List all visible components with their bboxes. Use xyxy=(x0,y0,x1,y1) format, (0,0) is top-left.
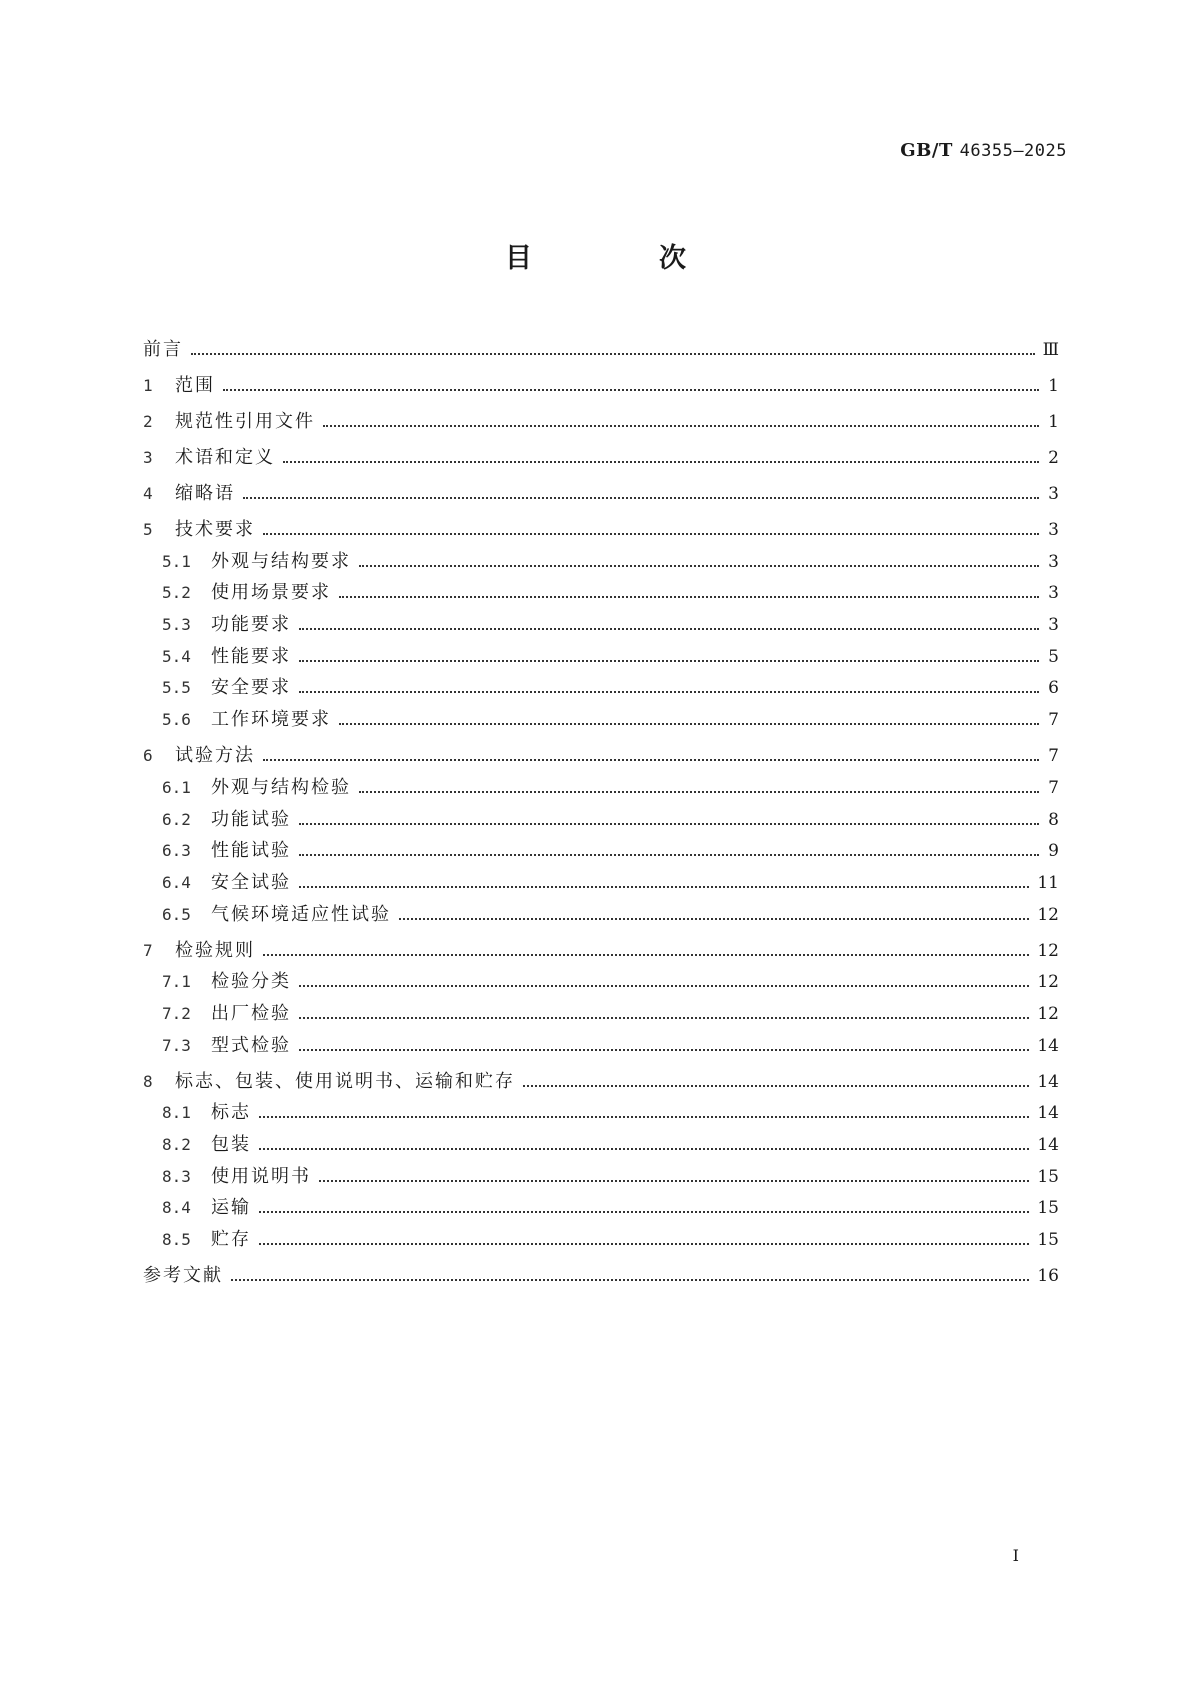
standard-prefix: GB/T xyxy=(900,140,953,161)
toc-entry-page: 14 xyxy=(1037,1071,1059,1092)
toc-entry[interactable] xyxy=(143,519,1059,541)
toc-entry[interactable] xyxy=(143,971,1059,993)
toc-heading: 目 次 xyxy=(505,243,736,274)
toc-entry-page: 9 xyxy=(1048,841,1059,862)
toc-entry-label: 性能试验 xyxy=(211,840,291,862)
toc-entry-label: 检验规则 xyxy=(175,939,255,961)
toc-entry-number: 5.6 xyxy=(162,710,191,730)
toc-leader-dots xyxy=(299,1017,1029,1019)
toc-entry-label: 工作环境要求 xyxy=(211,709,331,731)
toc-leader-dots xyxy=(223,389,1039,391)
toc-entry-page: 15 xyxy=(1037,1198,1059,1219)
toc-leader-dots xyxy=(323,425,1039,427)
toc-entry-page: 3 xyxy=(1048,551,1059,572)
toc-entry-label: 安全要求 xyxy=(211,677,291,699)
toc-entry[interactable] xyxy=(143,709,1059,731)
toc-entry-label: 标志 xyxy=(211,1102,251,1124)
toc-entry-number: 6.2 xyxy=(162,809,191,829)
standard-number: 46355—2025 xyxy=(959,141,1067,161)
toc-entry-label: 功能试验 xyxy=(211,808,291,830)
toc-leader-dots xyxy=(339,723,1039,725)
toc-entry-page: 2 xyxy=(1048,448,1059,468)
toc-entry-page: 12 xyxy=(1037,1003,1059,1024)
toc-leader-dots xyxy=(359,565,1039,567)
toc-entry-page: 7 xyxy=(1048,777,1059,798)
toc-entry-page: 7 xyxy=(1048,746,1059,767)
toc-entry-label: 标志、包装、使用说明书、运输和贮存 xyxy=(175,1070,515,1092)
toc-entry[interactable] xyxy=(143,904,1059,926)
toc-leader-dots xyxy=(259,1116,1029,1118)
toc-entry-page: 16 xyxy=(1037,1266,1059,1287)
toc-entry-page: Ⅲ xyxy=(1042,340,1059,360)
toc-entry[interactable] xyxy=(143,375,1059,397)
toc-entry-label: 功能要求 xyxy=(211,614,291,636)
toc-entry[interactable] xyxy=(143,614,1059,636)
page-number: I xyxy=(1012,1546,1019,1565)
toc-entry-page: 14 xyxy=(1037,1135,1059,1155)
toc-entry-page: 14 xyxy=(1037,1103,1059,1124)
toc-entry-label: 使用场景要求 xyxy=(211,582,331,604)
toc-entry-page: 3 xyxy=(1048,615,1059,636)
toc-entry-label: 贮存 xyxy=(211,1229,251,1251)
toc-entry-page: 3 xyxy=(1048,484,1059,504)
toc-entry[interactable] xyxy=(143,677,1059,699)
toc-leader-dots xyxy=(259,1148,1029,1150)
toc-entry-label: 缩略语 xyxy=(175,483,235,504)
toc-entry[interactable] xyxy=(143,339,1059,361)
toc-entry[interactable] xyxy=(143,551,1059,573)
toc-entry-page: 3 xyxy=(1048,583,1059,604)
toc-entry[interactable] xyxy=(143,1102,1059,1124)
toc-entry-number: 4 xyxy=(143,484,153,503)
toc-leader-dots xyxy=(399,918,1029,920)
toc-entry[interactable] xyxy=(143,1229,1059,1251)
toc-entry-page: 5 xyxy=(1048,646,1059,667)
toc-entry-number: 1 xyxy=(143,376,153,395)
toc-entry-number: 2 xyxy=(143,412,153,431)
toc-entry-number: 7.3 xyxy=(162,1035,191,1055)
toc-leader-dots xyxy=(299,691,1039,693)
toc-entry-number: 5.4 xyxy=(162,646,191,666)
toc-leader-dots xyxy=(259,1211,1029,1213)
toc-entry-page: 6 xyxy=(1048,678,1059,699)
toc-entry-label: 使用说明书 xyxy=(211,1165,311,1187)
toc-entry-page: 15 xyxy=(1037,1166,1059,1187)
toc-entry-number: 8.5 xyxy=(162,1230,191,1250)
toc-entry[interactable] xyxy=(143,1035,1059,1057)
toc-entry-number: 8 xyxy=(143,1071,153,1091)
toc-leader-dots xyxy=(243,497,1039,499)
standard-code xyxy=(900,140,1067,161)
table-of-contents xyxy=(143,339,1059,1287)
toc-leader-dots xyxy=(263,954,1029,956)
toc-entry-number: 5.5 xyxy=(162,678,191,698)
toc-entry-page: 1 xyxy=(1048,376,1059,396)
toc-entry[interactable] xyxy=(143,745,1059,767)
toc-leader-dots xyxy=(263,533,1039,535)
toc-entry-page: 1 xyxy=(1048,412,1059,432)
toc-entry-number: 7.1 xyxy=(162,972,191,992)
toc-leader-dots xyxy=(231,1279,1029,1281)
toc-leader-dots xyxy=(263,759,1039,761)
toc-entry-page: 15 xyxy=(1037,1230,1059,1251)
toc-entry-number: 8.4 xyxy=(162,1198,191,1218)
toc-entry[interactable] xyxy=(143,1003,1059,1025)
toc-entry[interactable] xyxy=(143,1166,1059,1188)
toc-leader-dots xyxy=(299,660,1039,662)
toc-leader-dots xyxy=(259,1243,1029,1245)
toc-entry-label: 出厂检验 xyxy=(211,1002,291,1024)
toc-entry-label: 检验分类 xyxy=(211,971,291,993)
toc-entry-number: 5.3 xyxy=(162,615,191,635)
toc-entry-label: 运输 xyxy=(211,1197,251,1219)
toc-entry[interactable] xyxy=(143,1197,1059,1219)
toc-entry-label: 术语和定义 xyxy=(175,447,275,468)
toc-entry[interactable] xyxy=(143,483,1059,505)
toc-leader-dots xyxy=(299,823,1039,825)
toc-entry-number: 6.5 xyxy=(162,904,191,924)
toc-leader-dots xyxy=(523,1085,1029,1087)
toc-entry-page: 14 xyxy=(1037,1035,1059,1056)
toc-leader-dots xyxy=(283,461,1039,463)
toc-entry-number: 8.3 xyxy=(162,1166,191,1186)
toc-entry-page: 7 xyxy=(1048,710,1059,731)
toc-entry-number: 7.2 xyxy=(162,1003,191,1023)
toc-entry-page: 11 xyxy=(1037,872,1059,893)
toc-entry-label: 包装 xyxy=(211,1134,251,1155)
toc-entry-number: 7 xyxy=(143,940,153,960)
toc-entry[interactable] xyxy=(143,840,1059,862)
toc-entry-number: 8.1 xyxy=(162,1103,191,1123)
toc-leader-dots xyxy=(359,791,1039,793)
toc-entry-number: 6.1 xyxy=(162,777,191,797)
toc-leader-dots xyxy=(299,985,1029,987)
toc-entry-number: 5.2 xyxy=(162,583,191,603)
toc-entry-label: 范围 xyxy=(175,375,215,396)
toc-entry-number: 5 xyxy=(143,520,153,539)
toc-entry-number: 5.1 xyxy=(162,551,191,571)
toc-entry-page: 12 xyxy=(1037,940,1059,961)
toc-entry-label: 外观与结构检验 xyxy=(211,776,351,798)
toc-entry[interactable] xyxy=(143,1265,1059,1287)
toc-leader-dots xyxy=(319,1180,1029,1182)
toc-entry[interactable] xyxy=(143,411,1059,433)
toc-entry-page: 3 xyxy=(1048,520,1059,540)
toc-entry[interactable] xyxy=(143,872,1059,894)
toc-leader-dots xyxy=(299,628,1039,630)
toc-entry-label: 试验方法 xyxy=(175,745,255,767)
toc-leader-dots xyxy=(339,596,1039,598)
toc-leader-dots xyxy=(191,353,1035,355)
toc-entry[interactable] xyxy=(143,447,1059,469)
toc-entry[interactable] xyxy=(143,1071,1059,1093)
toc-entry-label: 参考文献 xyxy=(143,1265,223,1287)
toc-entry-label: 型式检验 xyxy=(211,1034,291,1056)
toc-entry-number: 6 xyxy=(143,746,153,766)
toc-entry-page: 12 xyxy=(1037,904,1059,925)
toc-entry-label: 气候环境适应性试验 xyxy=(211,903,391,925)
toc-leader-dots xyxy=(299,886,1029,888)
toc-entry-label: 外观与结构要求 xyxy=(211,550,351,572)
toc-entry-label: 规范性引用文件 xyxy=(175,411,315,432)
toc-leader-dots xyxy=(299,854,1039,856)
toc-entry-page: 12 xyxy=(1037,972,1059,993)
toc-entry[interactable] xyxy=(143,777,1059,799)
toc-leader-dots xyxy=(299,1049,1029,1051)
toc-entry[interactable] xyxy=(143,646,1059,668)
toc-entry-number: 6.4 xyxy=(162,872,191,892)
toc-entry-label: 安全试验 xyxy=(211,871,291,893)
toc-entry[interactable] xyxy=(143,809,1059,831)
toc-entry-page: 8 xyxy=(1048,809,1059,830)
toc-entry-number: 6.3 xyxy=(162,841,191,861)
toc-entry[interactable] xyxy=(143,582,1059,604)
toc-entry[interactable] xyxy=(143,940,1059,962)
toc-entry-number: 3 xyxy=(143,448,153,467)
toc-entry-label: 前言 xyxy=(143,339,183,360)
toc-entry-label: 技术要求 xyxy=(175,519,255,540)
toc-entry-number: 8.2 xyxy=(162,1135,191,1154)
toc-entry[interactable] xyxy=(143,1134,1059,1156)
toc-entry-label: 性能要求 xyxy=(211,645,291,667)
